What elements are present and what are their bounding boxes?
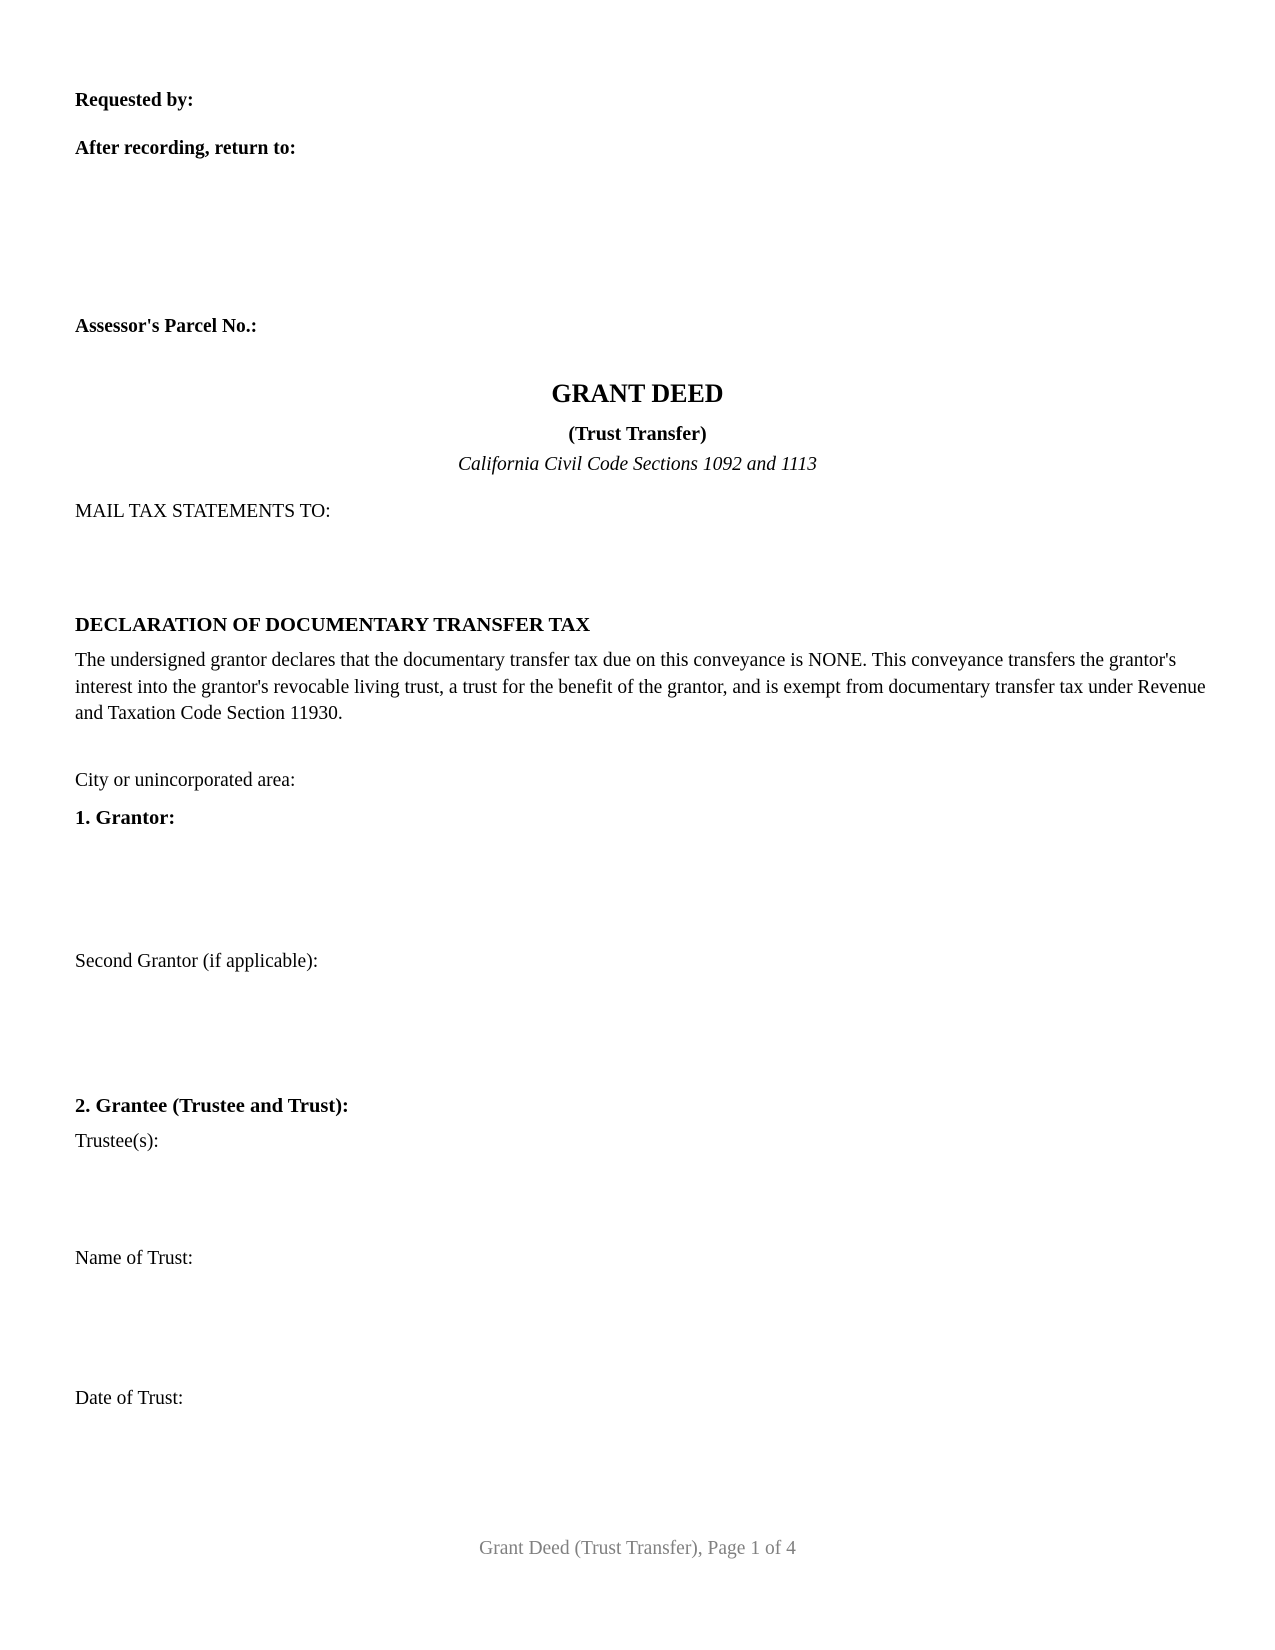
trustees-label: Trustee(s): <box>75 1131 159 1152</box>
city-label: City or unincorporated area: <box>75 770 296 791</box>
trust-name-label: Name of Trust: <box>75 1248 194 1269</box>
page-footer: Grant Deed (Trust Transfer), Page 1 of 4 <box>479 1538 796 1559</box>
mail-tax-label: MAIL TAX STATEMENTS TO: <box>75 501 331 522</box>
code-reference: California Civil Code Sections 1092 and 1113 <box>458 454 817 475</box>
document-subtitle: (Trust Transfer) <box>568 423 707 445</box>
document-title: GRANT DEED <box>551 379 724 408</box>
parcel-number-label: Assessor's Parcel No.: <box>75 316 258 337</box>
requested-by-label: Requested by: <box>75 90 194 111</box>
grantor-heading: 1. Grantor: <box>75 807 176 829</box>
declaration-body: The undersigned grantor declares that the documentary transfer tax due on this conveyance is NONE. This conveyance transfers the grantor's interest into the grantor's revocable living trust, a trust for the benefit of the grantor, and is exempt from documentary transfer tax under Revenue and Taxation Code Section 11930. <box>75 650 1206 724</box>
trust-date-label: Date of Trust: <box>75 1388 184 1409</box>
grantee-heading: 2. Grantee (Trustee and Trust): <box>75 1095 349 1117</box>
declaration-heading: DECLARATION OF DOCUMENTARY TRANSFER TAX <box>75 614 591 636</box>
return-to-label: After recording, return to: <box>75 138 296 159</box>
second-grantor-label: Second Grantor (if applicable): <box>75 951 319 972</box>
